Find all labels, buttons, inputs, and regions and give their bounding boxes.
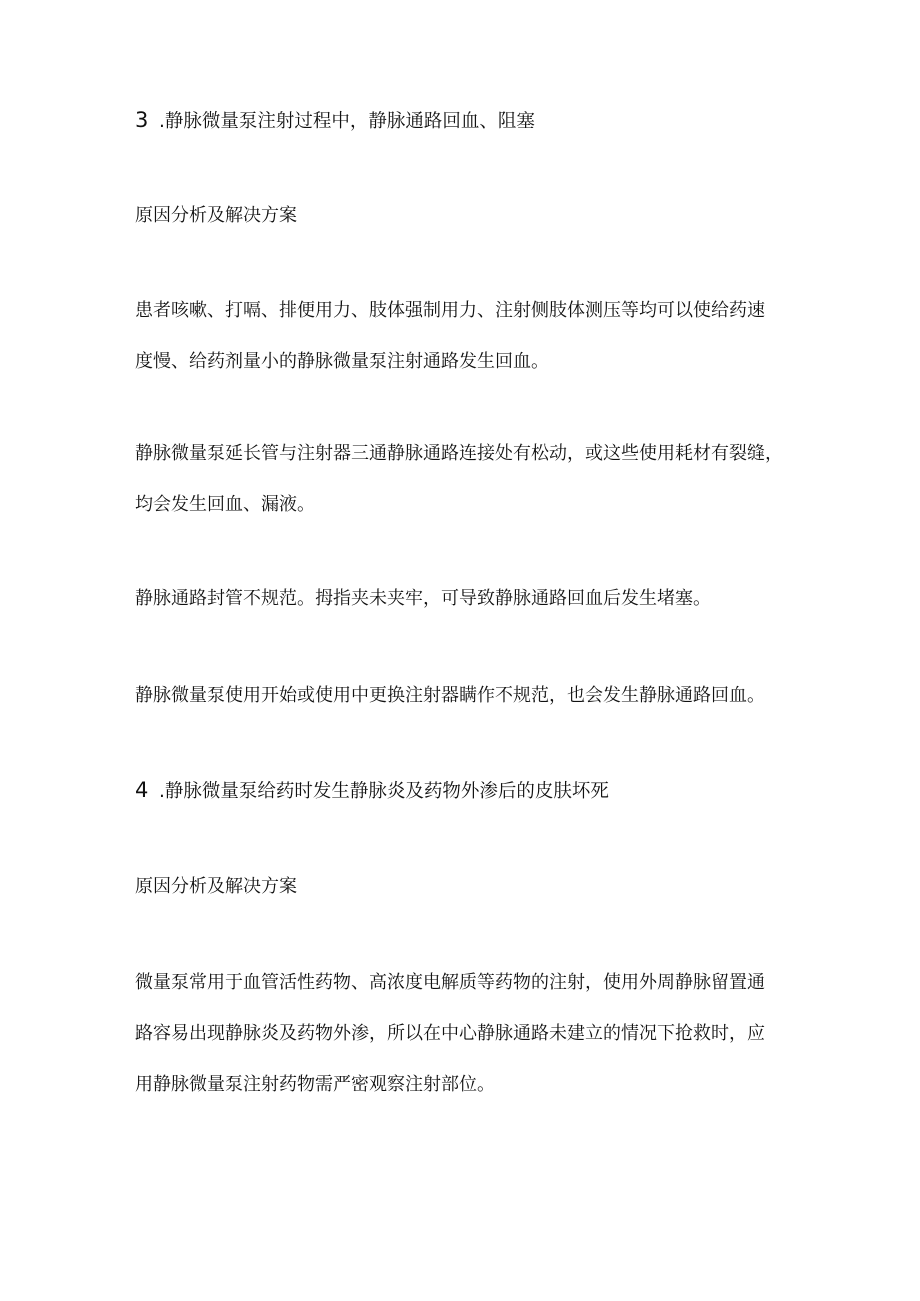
paragraph-line: 度慢、给药剂量小的静脉微量泵注射通路发生回血。 [135, 351, 549, 372]
section-4-title: .静脉微量泵给药时发生静脉炎及药物外渗后的皮肤坏死 [159, 781, 609, 802]
paragraph-line: 均会发生回血、漏液。 [135, 494, 315, 515]
section-4-number: 4 [135, 778, 149, 802]
section-3-paragraph-3: 静脉通路封管不规范。拇指夹未夹牢，可导致静脉通路回血后发生堵塞。 [135, 588, 711, 609]
section-3-number: 3 [135, 108, 149, 132]
section-3-subheading: 原因分析及解决方案 [135, 205, 297, 226]
paragraph-line: 静脉微量泵延长管与注射器三通静脉通路连接处有松动，或这些使用耗材有裂缝， [135, 443, 783, 464]
section-4-heading [135, 765, 800, 817]
section-3-paragraph-2 [135, 428, 800, 530]
section-3-heading [135, 95, 800, 147]
section-3-paragraph-4: 静脉微量泵使用开始或使用中更换注射器瞒作不规范，也会发生静脉通路回血。 [135, 685, 765, 706]
section-4-paragraph-1 [135, 957, 800, 1110]
section-3-title: .静脉微量泵注射过程中，静脉通路回血、阻塞 [159, 111, 535, 132]
paragraph-line: 微量泵常用于血管活性药物、高浓度电解质等药物的注射，使用外周静脉留置通 [135, 972, 765, 993]
paragraph-line: 患者咳嗽、打嗝、排便用力、肢体强制用力、注射侧肢体测压等均可以使给药速 [135, 300, 765, 321]
paragraph-line: 路容易出现静脉炎及药物外渗，所以在中心静脉通路未建立的情况下抢救时，应 [135, 1023, 765, 1044]
paragraph-line: 用静脉微量泵注射药物需严密观察注射部位。 [135, 1074, 495, 1095]
section-3-paragraph-1 [135, 285, 800, 387]
section-4-subheading: 原因分析及解决方案 [135, 876, 297, 897]
